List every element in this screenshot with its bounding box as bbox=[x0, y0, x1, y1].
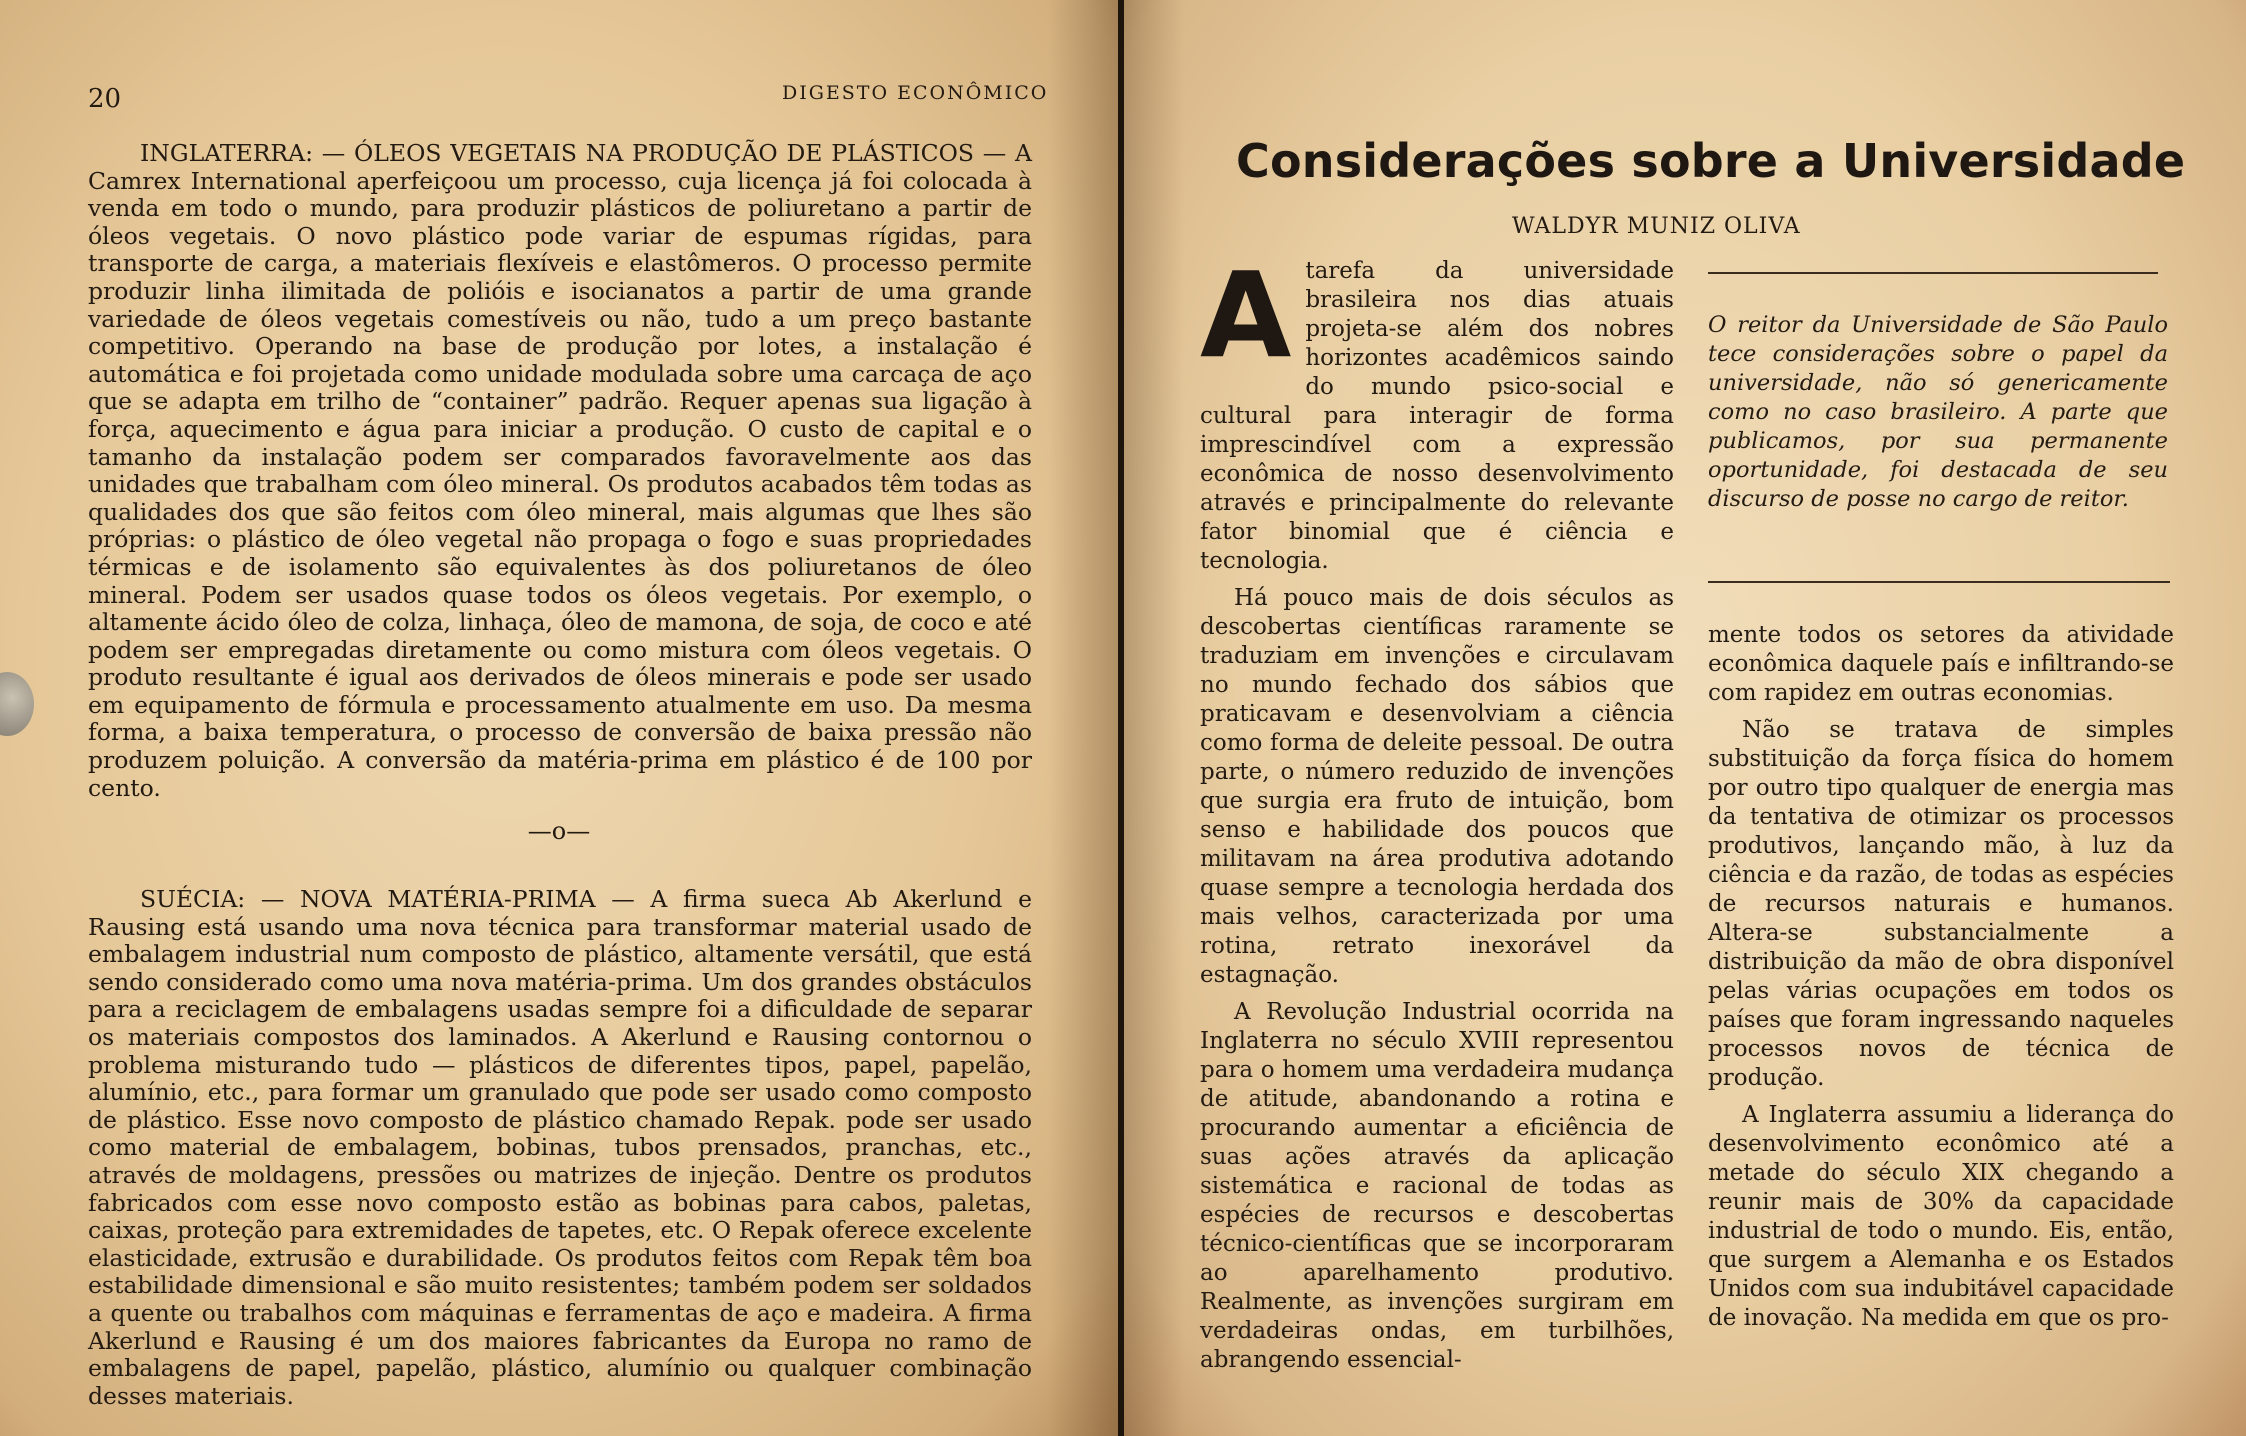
article-paragraph: A Inglaterra assumiu a liderança do desenvolvimento econômico até a metade do século XIX chegando a reunir mais de 30% da capacidade industrial de todo o mundo. Eis, então, que surgem a Alemanha e os Estados Unidos com sua indubitável capacidade de inovação. Na medida em que os pro- bbox=[1708, 1102, 2174, 1331]
article-paragraph: mente todos os setores da atividade econômica daquele país e infiltrando-se com rapidez em outras economias. bbox=[1708, 622, 2174, 706]
article-column-1 bbox=[1200, 246, 1674, 1375]
news-item-suecia bbox=[88, 886, 1032, 1410]
paragraph-text: tarefa da universidade brasileira nos dias atuais projeta-se além dos nobres horizontes acadêmicos saindo do mundo psico-social e cultural para interagir de forma imprescindível com a expressão econômica de nosso desenvolvimento através e principalmente do relevante fator binomial que é ciência e tecnologia. bbox=[1200, 258, 1674, 574]
section-separator: —o— bbox=[527, 817, 591, 845]
abstract-rule-bottom bbox=[1708, 581, 2170, 583]
article-paragraph: Há pouco mais de dois séculos as descobertas científicas raramente se traduziam em invenções e circulavam no mundo fechado dos sábios que praticavam e desenvolviam a ciência como forma de deleite pessoal. De outra parte, o número reduzido de invenções que surgia era fruto de intuição, bom senso e habilidade dos poucos que militavam na área produtiva adotando quase sempre a tecnologia herdada dos mais velhos, caracterizada por uma rotina, retrato inexorável da estagnação. bbox=[1200, 585, 1674, 988]
abstract-rule-top bbox=[1708, 272, 2158, 274]
article-paragraph: Não se tratava de simples substituição da força física do homem por outro tipo qualquer de energia mas da tentativa de otimizar os processos produtivos, lançando mão, à luz da ciência e da razão, de todas as espécies de recursos naturais e humanos. Altera-se substancialmente a distribuição da mão de obra disponível pelas várias ocupações em todos os países que foram ingressando naqueles processos novos de técnica de produção. bbox=[1708, 717, 2174, 1091]
article-paragraph: A Revolução Industrial ocorrida na Inglaterra no século XVIII representou para o homem uma verdadeira mudança de atitude, abandonando a rotina e procurando aumentar a eficiência de suas ações através da aplicação sistemática e racional de todas as espécies de recursos e descobertas técnico-científicas que se incorporaram ao aparelhamento produtivo. Realmente, as invenções surgiram em verdadeiras ondas, em turbilhões, abrangendo essencial- bbox=[1200, 999, 1674, 1373]
news-item-inglaterra bbox=[88, 140, 1032, 802]
drop-cap: A bbox=[1200, 246, 1292, 384]
article-column-2 bbox=[1708, 621, 2174, 1333]
article-paragraph bbox=[1200, 246, 1674, 576]
binder-clip bbox=[0, 672, 34, 736]
left-page bbox=[0, 0, 1118, 1436]
article-byline: WALDYR MUNIZ OLIVA bbox=[1512, 214, 1801, 239]
article-title: Considerações sobre a Universidade bbox=[1236, 134, 2186, 188]
running-head: DIGESTO ECONÔMICO bbox=[782, 82, 1049, 104]
news-item-text: SUÉCIA: — NOVA MATÉRIA-PRIMA — A firma sueca Ab Akerlund e Rausing está usando uma nova técnica para transformar material usado de embalagem industrial num composto de plástico, altamente versátil, que está sendo considerado como uma nova matéria-prima. Um dos grandes obstáculos para a reciclagem de embalagens usadas sempre foi a dificuldade de separar os materiais compostos dos laminados. A Akerlund e Rausing contornou o problema misturando tudo — plásticos de diferentes tipos, papel, papelão, alumínio, etc., para formar um granulado que pode ser usado como composto de plástico. Esse novo composto de plástico chamado Repak. pode ser usado como material de embalagem, bobinas, tubos prensados, pranchas, etc., através de moldagens, pressões ou matrizes de injeção. Dentre os produtos fabricados com esse novo composto estão as bobinas para cabos, paletas, caixas, proteção para extremidades de tapetes, etc. O Repak oferece excelente elasticidade, extrusão e durabilidade. Os produtos feitos com Repak têm boa estabilidade dimensional e são muito resistentes; também podem ser soldados a quente ou trabalhos com máquinas e ferramentas de aço e madeira. A firma Akerlund e Rausing é um dos maiores fabricantes da Europa no ramo de embalagens de papel, papelão, plástico, alumínio ou qualquer combinação desses materiais. bbox=[88, 885, 1032, 1410]
gutter-shadow bbox=[1124, 0, 1184, 1436]
page-number: 20 bbox=[88, 84, 122, 114]
gutter-shadow bbox=[1048, 0, 1118, 1436]
article-abstract: O reitor da Universidade de São Paulo tece considerações sobre o papel da universidade, não só genericamente como no caso brasileiro. A parte que publicamos, por sua permanente oportunidade, foi destacada de seu discurso de posse no cargo de reitor. bbox=[1708, 312, 2168, 512]
news-item-text: INGLATERRA: — ÓLEOS VEGETAIS NA PRODUÇÃO DE PLÁSTICOS — A Camrex International aperfeiçoou um processo, cuja licença já foi colocada à venda em todo o mundo, para produzir plásticos de poliuretano a partir de óleos vegetais. O novo plástico pode variar de espumas rígidas, para transporte de carga, a materiais flexíveis e elastômeros. O processo permite produzir linha ilimitada de polióis e isocianatos a partir de uma grande variedade de óleos vegetais comestíveis ou não, tudo a um preço bastante competitivo. Operando na base de produção por lotes, a instalação é automática e foi projetada como unidade modulada sobre uma carcaça de aço que se adapta em trilho de “container” padrão. Requer apenas sua ligação à força, aquecimento e água para iniciar a produção. O custo de capital e o tamanho da instalação podem ser comparados favoravelmente aos das unidades que trabalham com óleo mineral. Os produtos acabados têm todas as qualidades dos que são feitos com óleo mineral, mais algumas que lhes são próprias: o plástico de óleo vegetal não propaga o fogo e suas propriedades térmicas e de isolamento são equivalentes às dos poliuretanos de óleo mineral. Podem ser usados quase todos os óleos vegetais. Por exemplo, o altamente ácido óleo de colza, linhaça, óleo de mamona, de soja, de coco e até podem ser empregadas diretamente ou como mistura com óleos vegetais. O produto resultante é igual aos derivados de óleos minerais e pode ser usado em equipamento de fórmula e processamento atualmente em uso. Da mesma forma, a baixa temperatura, o processo de conversão de baixa pressão não produzem poluição. A conversão da matéria-prima em plástico é de 100 por cento. bbox=[88, 139, 1032, 802]
